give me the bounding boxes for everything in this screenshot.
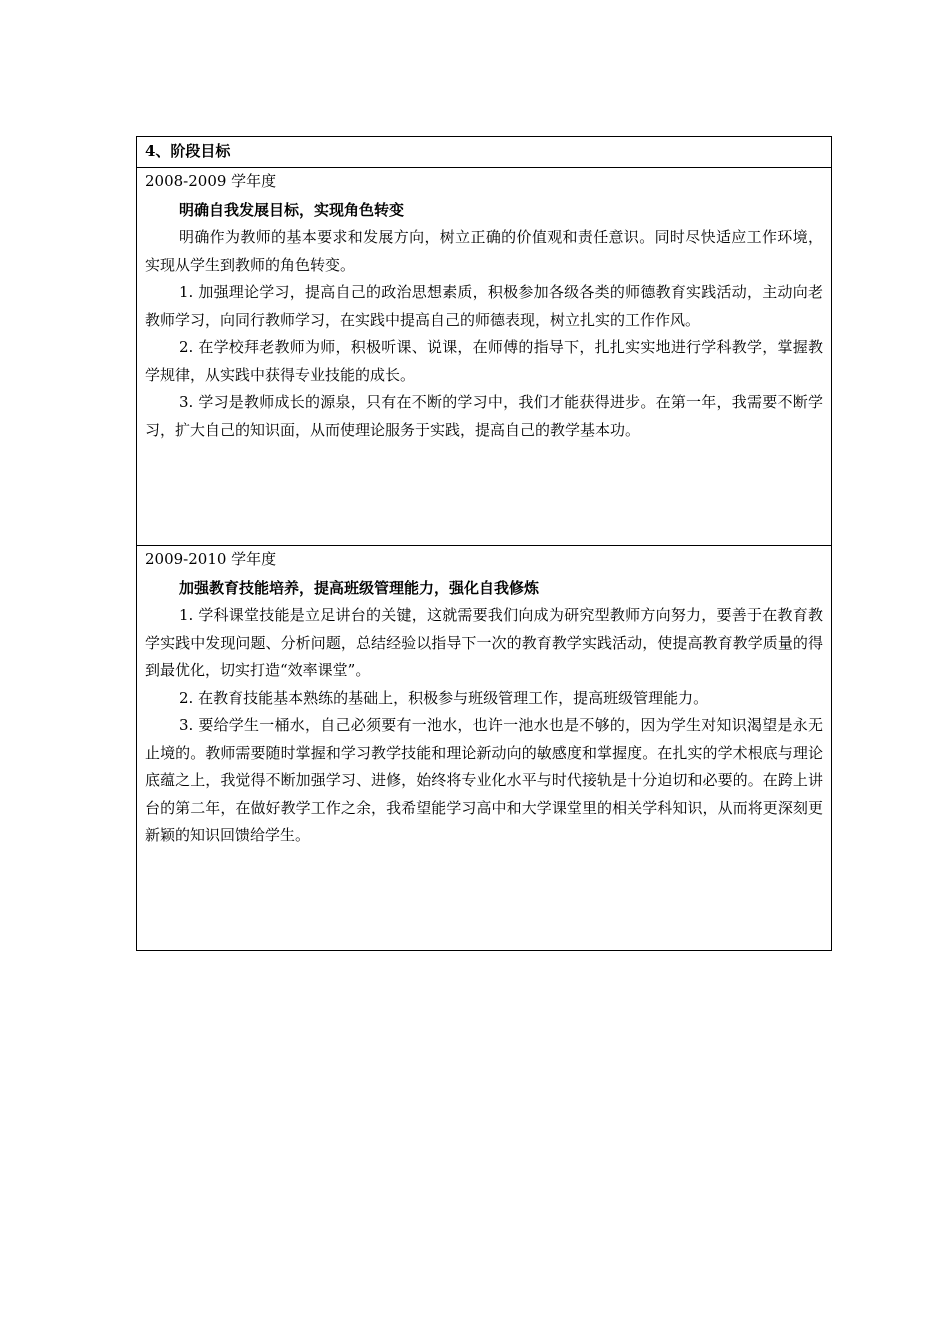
- section-heading-row: [137, 137, 831, 167]
- goal-title: 加强教育技能培养，提高班级管理能力，强化自我修炼: [179, 579, 540, 597]
- paragraph: 3. 学习是教师成长的源泉，只有在不断的学习中，我们才能获得进步。在第一年，我需要不断学习，扩大自己的知识面，从而使理论服务于实践，提高自己的教学基本功。: [145, 393, 823, 439]
- paragraph: 2. 在学校拜老教师为师，积极听课、说课，在师傅的指导下，扎扎实实地进行学科教学，掌握教学规律，从实践中获得专业技能的成长。: [145, 338, 823, 384]
- year-section-2009-2010: [137, 545, 831, 950]
- paragraph: 明确作为教师的基本要求和发展方向，树立正确的价值观和责任意识。同时尽快适应工作环境，实现从学生到教师的角色转变。: [145, 228, 823, 274]
- paragraph: 1. 加强理论学习，提高自己的政治思想素质，积极参加各级各类的师德教育实践活动，主动向老教师学习，向同行教师学习，在实践中提高自己的师德表现，树立扎实的工作作风。: [145, 283, 823, 329]
- section-heading: 4、阶段目标: [145, 142, 231, 160]
- year-section-2008-2009: [137, 167, 831, 545]
- year-label: 2009-2010 学年度: [145, 550, 277, 568]
- year-label: 2008-2009 学年度: [145, 172, 277, 190]
- paragraph: 1. 学科课堂技能是立足讲台的关键，这就需要我们向成为研究型教师方向努力，要善于在教育教学实践中发现问题、分析问题，总结经验以指导下一次的教育教学实践活动，使提高教育教学质量的得到最优化，切实打造“效率课堂”。: [145, 606, 823, 679]
- goal-title: 明确自我发展目标，实现角色转变: [179, 201, 405, 219]
- paragraph: 3. 要给学生一桶水，自己必须要有一池水，也许一池水也是不够的，因为学生对知识渴望是永无止境的。教师需要随时掌握和学习教学技能和理论新动向的敏感度和掌握度。在扎实的学术根底与理论底蕴之上，我觉得不断加强学习、进修，始终将专业化水平与时代接轨是十分迫切和必要的。在跨上讲台的第二年，在做好教学工作之余，我希望能学习高中和大学课堂里的相关学科知识，从而将更深刻更新颖的知识回馈给学生。: [145, 716, 823, 844]
- stage-goals-table: [136, 136, 832, 951]
- paragraph: 2. 在教育技能基本熟练的基础上，积极参与班级管理工作，提高班级管理能力。: [179, 688, 709, 707]
